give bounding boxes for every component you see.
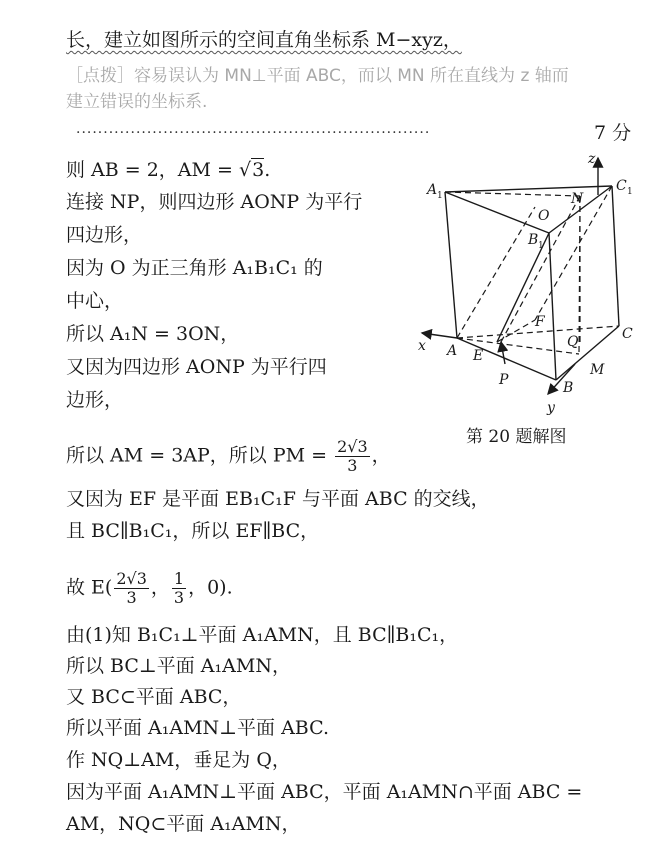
line-5: 连接 NP，则四边形 AONP 为平行 bbox=[66, 191, 363, 213]
label-c: C bbox=[622, 326, 633, 342]
line-1: 长，建立如图所示的空间直角坐标系 M−xyz， bbox=[66, 29, 462, 51]
label-c1-sub: 1 bbox=[627, 187, 633, 197]
label-f: F bbox=[535, 314, 545, 330]
line-10: 又因为四边形 AONP 为平行四 bbox=[66, 356, 327, 378]
hint-line-2: 建立错误的坐标系. bbox=[66, 92, 208, 112]
label-q: Q bbox=[567, 334, 579, 350]
edge-c1-c bbox=[612, 186, 619, 326]
label-b1-sub: 1 bbox=[538, 241, 544, 251]
line-20: 作 NQ⊥AM，垂足为 Q， bbox=[66, 749, 291, 771]
line-6: 四边形， bbox=[66, 224, 143, 246]
dotted-leader: ································································· bbox=[76, 125, 431, 141]
dash-a-o bbox=[457, 207, 535, 338]
label-a1-sub: 1 bbox=[437, 191, 443, 201]
pointer-p bbox=[501, 342, 505, 364]
label-b1: B bbox=[528, 232, 539, 248]
line-19: 所以平面 A₁AMN⊥平面 ABC. bbox=[66, 717, 330, 739]
label-z: z bbox=[588, 151, 596, 167]
line-4: 则 AB = 2，AM = √3. bbox=[66, 159, 271, 181]
line-16: 由(1)知 B₁C₁⊥平面 A₁AMN，且 BC∥B₁C₁， bbox=[66, 624, 459, 646]
prism-figure bbox=[405, 148, 647, 420]
label-x: x bbox=[418, 338, 426, 354]
label-n: N bbox=[571, 191, 584, 207]
label-p: P bbox=[499, 372, 509, 388]
line-8: 中心， bbox=[66, 290, 124, 312]
label-o: O bbox=[538, 208, 550, 224]
edge-b1-b bbox=[549, 233, 556, 380]
fraction-e-x: $\frac{2√3}{3}$ bbox=[116, 569, 147, 607]
label-a1: A bbox=[427, 182, 438, 198]
label-y: y bbox=[547, 400, 555, 416]
score: 7 分 bbox=[594, 122, 632, 144]
edge-a1-c1 bbox=[445, 186, 612, 192]
line-13: 又因为 EF 是平面 EB₁C₁F 与平面 ABC 的交线， bbox=[66, 488, 490, 510]
axis-x bbox=[422, 333, 457, 338]
line-12: 所以 AM = 3AP，所以 PM = $\frac{2√3}{3}$ ， bbox=[66, 437, 391, 475]
line-11: 边形， bbox=[66, 389, 124, 411]
figure-caption: 第 20 题解图 bbox=[466, 427, 567, 447]
label-a: A bbox=[447, 343, 458, 359]
line-14: 且 BC∥B₁C₁，所以 EF∥BC， bbox=[66, 520, 320, 542]
fraction-e-y: $\frac{1}{3}$ bbox=[173, 569, 185, 607]
label-m: M bbox=[590, 362, 605, 378]
label-c1: C bbox=[616, 178, 627, 194]
line-7: 因为 O 为正三角形 A₁B₁C₁ 的 bbox=[66, 257, 323, 279]
edge-a1-a bbox=[445, 192, 457, 338]
line-17: 所以 BC⊥平面 A₁AMN， bbox=[66, 655, 291, 677]
line-21: 因为平面 A₁AMN⊥平面 ABC，平面 A₁AMN∩平面 ABC = bbox=[66, 781, 583, 803]
label-e: E bbox=[473, 348, 484, 364]
line-15: 故 E( $\frac{2√3}{3}$ ， $\frac{1}{3}$ ，0). bbox=[66, 569, 233, 607]
label-b: B bbox=[563, 380, 574, 396]
edge-b-c bbox=[556, 326, 619, 380]
edge-a1-b1 bbox=[445, 192, 549, 233]
line-22: AM，NQ⊂平面 A₁AMN， bbox=[66, 813, 301, 835]
hint-line-1: ［点拨］容易误认为 MN⊥平面 ABC，而以 MN 所在直线为 z 轴而 bbox=[66, 66, 569, 86]
line-18: 又 BC⊂平面 ABC， bbox=[66, 686, 242, 708]
fraction-pm: $\frac{2√3}{3}$ bbox=[337, 437, 368, 475]
line-9: 所以 A₁N = 3ON， bbox=[66, 323, 240, 345]
dash-a1-n bbox=[445, 192, 580, 196]
